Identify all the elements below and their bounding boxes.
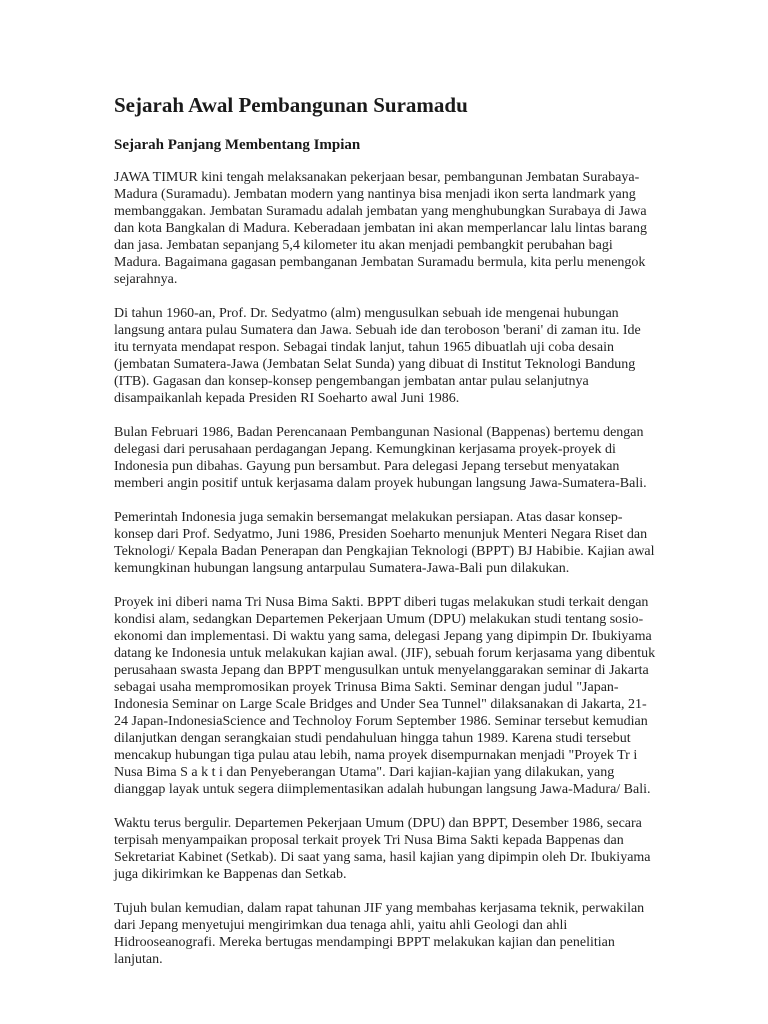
article-paragraph: JAWA TIMUR kini tengah melaksanakan pekerjaan besar, pembangunan Jembatan Surabaya-Madura (Suramadu). Jembatan modern yang nantinya bisa menjadi ikon serta landmark yang membanggakan. Jembatan Suramadu adalah jembatan yang menghubungkan Surabaya di Jawa dan kota Bangkalan di Madura. Keberadaan jembatan ini akan memperlancar lalu lintas barang dan jasa. Jembatan sepanjang 5,4 kilometer itu akan menjadi pembangkit perubahan bagi Madura. Bagaimana gagasan pembanganan Jembatan Suramadu bermula, kita perlu menengok sejarahnya. (114, 170, 647, 287)
article-paragraph: Waktu terus bergulir. Departemen Pekerjaan Umum (DPU) dan BPPT, Desember 1986, secara terpisah menyampaikan proposal terkait proyek Tri Nusa Bima Sakti kepada Bappenas dan Sekretariat Kabinet (Setkab). Di saat yang sama, hasil kajian yang dipimpin oleh Dr. Ibukiyama juga dikirimkan ke Bappenas dan Setkab. (114, 816, 651, 882)
article-paragraph: Pemerintah Indonesia juga semakin bersemangat melakukan persiapan. Atas dasar konsep-konsep dari Prof. Sedyatmo, Juni 1986, Presiden Soeharto menunjuk Menteri Negara Riset dan Teknologi/ Kepala Badan Penerapan dan Pengkajian Teknologi (BPPT) BJ Habibie. Kajian awal kemungkinan hubungan langsung antarpulau Sumatera-Jawa-Bali pun dilakukan. (114, 510, 655, 576)
article-paragraph: Tujuh bulan kemudian, dalam rapat tahunan JIF yang membahas kerjasama teknik, perwakilan dari Jepang menyetujui mengirimkan dua tenaga ahli, yaitu ahli Geologi dan ahli Hidrooseanografi. Mereka bertugas mendampingi BPPT melakukan kajian dan penelitian lanjutan. (114, 901, 645, 967)
article-subtitle: Sejarah Panjang Membentang Impian (114, 137, 361, 153)
article-paragraph: Proyek ini diberi nama Tri Nusa Bima Sakti. BPPT diberi tugas melakukan studi terkait dengan kondisi alam, sedangkan Departemen Pekerjaan Umum (DPU) melakukan studi tentang sosio-ekonomi dan implementasi. Di waktu yang sama, delegasi Jepang yang dipimpin Dr. Ibukiyama datang ke Indonesia untuk melakukan kajian awal. (JIF), sebuah forum kerjasama yang dibentuk perusahaan swasta Jepang dan BPPT mengusulkan untuk menyelanggarakan seminar di Jakarta sebagai usaha mempromosikan proyek Trinusa Bima Sakti. Seminar dengan judul "Japan-Indonesia Seminar on Large Scale Bridges and Under Sea Tunnel" dilaksanakan di Jakarta, 21-24 Japan-IndonesiaScience and Technoloy Forum September 1986. Seminar tersebut kemudian dilanjutkan dengan serangkaian studi pendahuluan hingga tahun 1989. Karena studi tersebut mencakup hubungan tiga pulau atau lebih, nama proyek disempurnakan menjadi "Proyek Tr i Nusa Bima S a k t i dan Penyeberangan Utama". Dari kajian-kajian yang dilakukan, yang dianggap layak untuk segera diimplementasikan adalah hubungan langsung Jawa-Madura/ Bali. (114, 595, 656, 797)
article-paragraph: Di tahun 1960-an, Prof. Dr. Sedyatmo (alm) mengusulkan sebuah ide mengenai hubungan langsung antara pulau Sumatera dan Jawa. Sebuah ide dan teroboson 'berani' di zaman itu. Ide itu ternyata mendapat respon. Sebagai tindak lanjut, tahun 1965 dibuatlah uji coba desain (jembatan Sumatera-Jawa (Jembatan Selat Sunda) yang dibuat di Institut Teknologi Bandung (ITB). Gagasan dan konsep-konsep pengembangan jembatan antar pulau selanjutnya disampaikanlah kepada Presiden RI Soeharto awal Juni 1986. (114, 306, 641, 406)
article-paragraph: Bulan Februari 1986, Badan Perencanaan Pembangunan Nasional (Bappenas) bertemu dengan delegasi dari perusahaan perdagangan Jepang. Kemungkinan kerjasama proyek-proyek di Indonesia pun dibahas. Gayung pun bersambut. Para delegasi Jepang tersebut menyatakan memberi angin positif untuk kerjasama dalam proyek hubungan langsung Jawa-Sumatera-Bali. (114, 425, 647, 491)
article-title: Sejarah Awal Pembangunan Suramadu (114, 93, 468, 117)
article (114, 92, 658, 985)
article-body (114, 169, 658, 968)
